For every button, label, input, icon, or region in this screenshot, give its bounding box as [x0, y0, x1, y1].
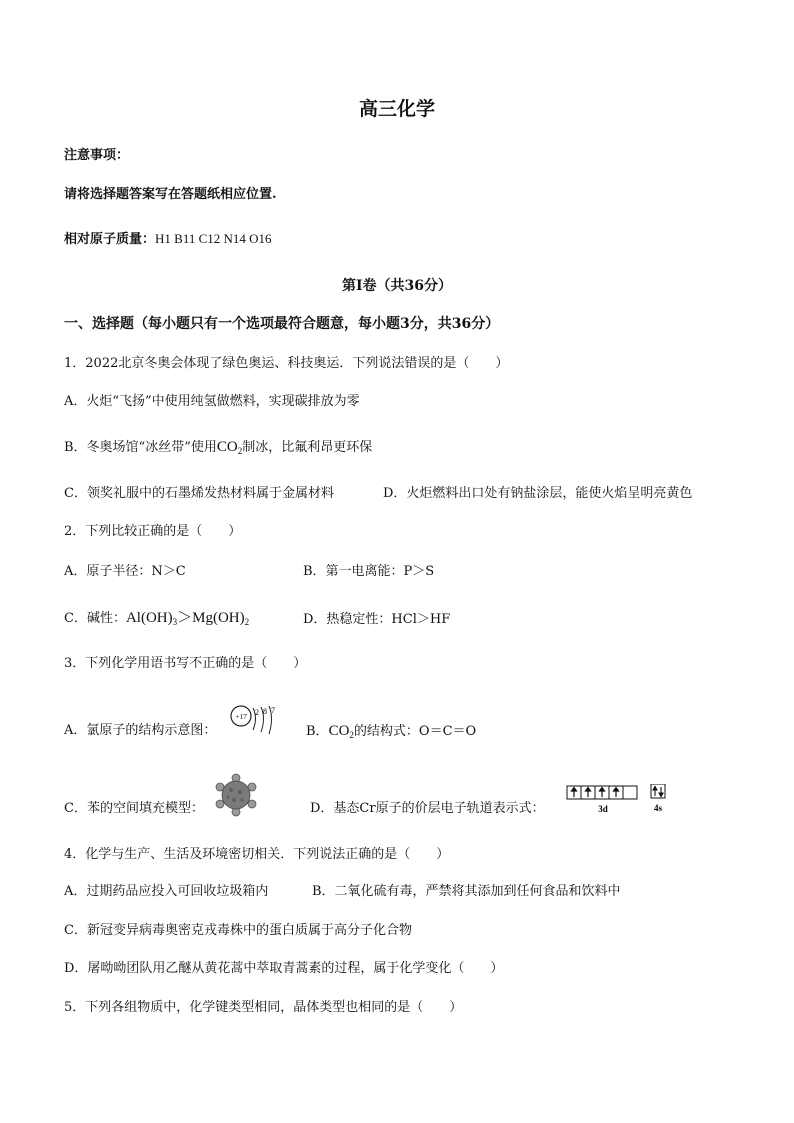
- co2-formula-q3: $CO_2$: [328, 723, 354, 740]
- atomic-mass-label: 相对原子质量：: [64, 232, 156, 247]
- q2-option-b: B．第一电离能：P＞S: [303, 564, 435, 579]
- q3-option-d: D．基态Cr原子的价层电子轨道表示式：: [310, 801, 545, 816]
- q4-option-d: D．屠呦呦团队用乙醚从黄花蒿中萃取青蒿素的过程，属于化学变化（ ）: [64, 961, 504, 976]
- atomic-mass-values: H1 B11 C12 N14 O16: [155, 231, 272, 246]
- basicity-formula: $Al(OH)_3>Mg(OH)_2$: [125, 610, 250, 627]
- q2-option-d: D．热稳定性：HCl＞HF: [303, 612, 451, 627]
- q4-option-b: B．二氧化硫有毒，严禁将其添加到任何食品和饮料中: [312, 884, 621, 899]
- notice-text: 请将选择题答案写在答题纸相应位置.: [64, 187, 277, 202]
- shell-1-count: 2: [255, 708, 259, 717]
- atom-nucleus-label: +17: [235, 712, 247, 721]
- section-heading: 一、选择题（每小题只有一个选项最符合题意，每小题3分，共36分）: [64, 316, 500, 332]
- shell-3-count: 7: [271, 706, 275, 715]
- q1-option-d: D．火炬燃料出口处有钠盐涂层，能使火焰呈明亮黄色: [383, 486, 693, 501]
- q1-stem: 1．2022北京冬奥会体现了绿色奥运、科技奥运．下列说法错误的是（ ）: [64, 356, 509, 371]
- atomic-mass-line: [64, 230, 272, 249]
- volume-heading: 第Ⅰ卷（共36分）: [341, 278, 453, 294]
- co2-formula: $CO_2$: [216, 439, 243, 456]
- chlorine-atom-diagram: [228, 704, 284, 742]
- q5-stem: 5．下列各组物质中，化学键类型相同，晶体类型也相同的是（ ）: [64, 1000, 463, 1015]
- q1-option-a: A．火炬“飞扬”中使用纯氢做燃料，实现碳排放为零: [64, 394, 360, 409]
- orbital-4s-label: 4s: [653, 803, 663, 813]
- notice-heading: 注意事项：: [64, 148, 130, 163]
- q3-option-b: [306, 722, 476, 741]
- orbital-3d-label: 3d: [598, 804, 608, 814]
- q3-option-b-post: 的结构式：O＝C＝O: [353, 724, 477, 739]
- q2-option-c: [64, 609, 249, 628]
- shell-2-count: 8: [263, 707, 267, 716]
- cr-orbital-diagram: [566, 784, 668, 816]
- q1-option-b-post: 制冰，比氟利昂更环保: [242, 440, 373, 455]
- page-title: 高三化学: [358, 98, 435, 120]
- benzene-model-image: [213, 773, 259, 817]
- q2-option-c-label: C．碱性：: [64, 611, 126, 626]
- q3-option-c: C．苯的空间填充模型：: [64, 801, 204, 816]
- q2-option-a: A．原子半径：N＞C: [64, 564, 186, 579]
- q3-stem: 3．下列化学用语书写不正确的是（ ）: [64, 656, 307, 671]
- q1-option-b: [64, 438, 372, 457]
- q4-option-c: C．新冠变异病毒奥密克戎毒株中的蛋白质属于高分子化合物: [64, 923, 412, 938]
- q3-option-a: A．氯原子的结构示意图：: [64, 723, 217, 738]
- q1-option-c: C．领奖礼服中的石墨烯发热材料属于金属材料: [64, 486, 334, 501]
- q1-option-b-pre: B．冬奥场馆“冰丝带”使用: [64, 440, 217, 455]
- q4-stem: 4．化学与生产、生活及环境密切相关．下列说法正确的是（ ）: [64, 847, 450, 862]
- q4-option-a: A．过期药品应投入可回收垃圾箱内: [64, 884, 269, 899]
- q2-stem: 2．下列比较正确的是（ ）: [64, 524, 242, 539]
- q3-option-b-pre: B．: [306, 724, 329, 739]
